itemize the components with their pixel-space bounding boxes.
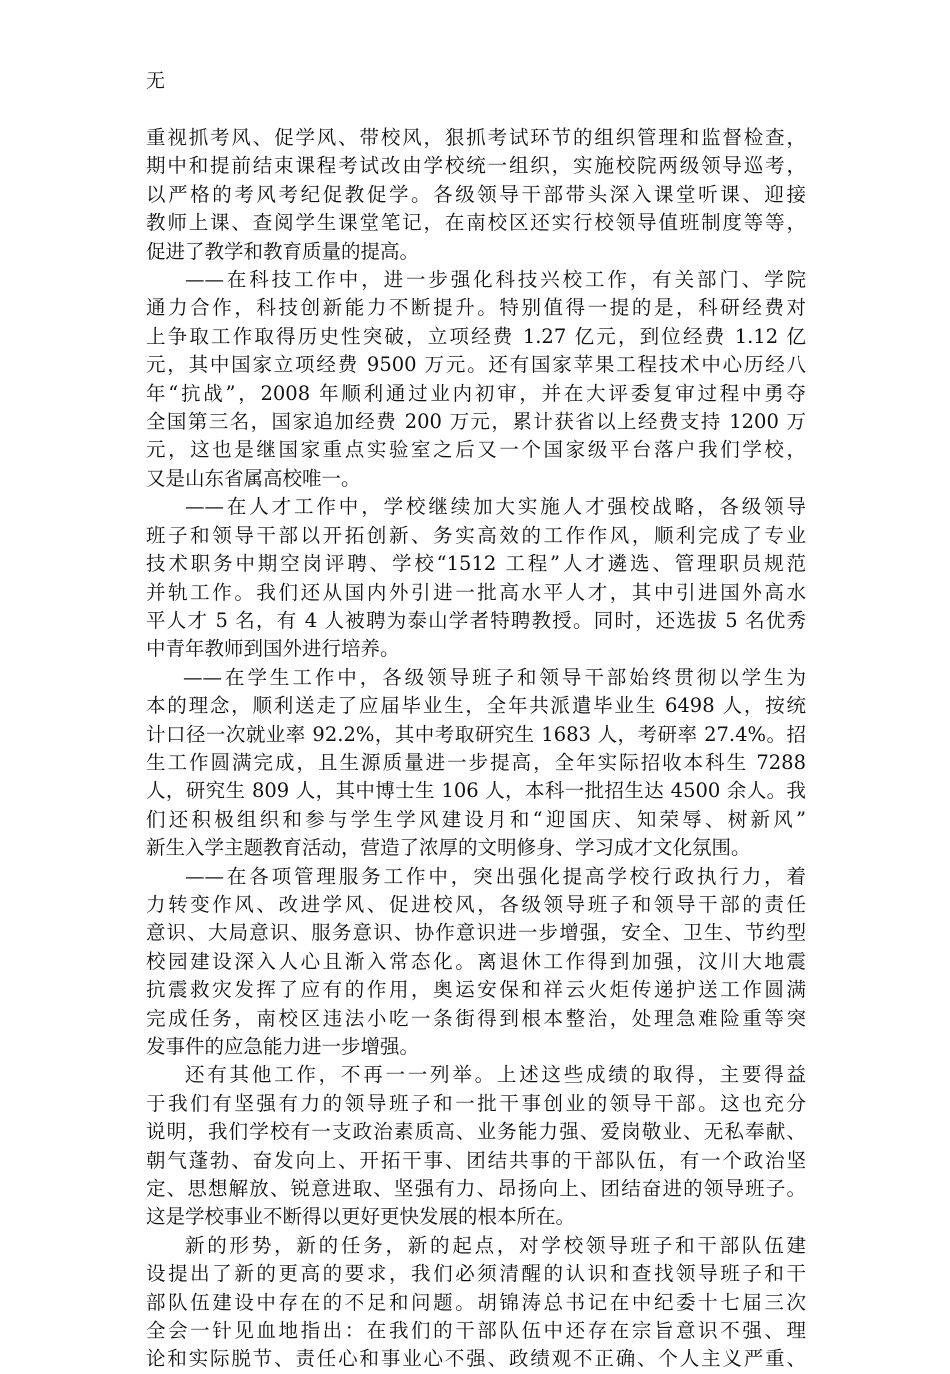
paragraph-teaching bbox=[146, 124, 806, 266]
paragraph-students bbox=[146, 664, 806, 863]
text-line: 教师上课、查阅学生课堂笔记，在南校区还实行校领导值班制度等等， bbox=[146, 211, 806, 235]
text-line: 们还积极组织和参与学生学风建设月和“迎国庆、知荣辱、树新风” bbox=[146, 807, 806, 831]
text-line: 中青年教师到国外进行培养。 bbox=[146, 637, 400, 661]
text-line: ——在各项管理服务工作中，突出强化提高学校行政执行力，着 bbox=[185, 864, 806, 888]
text-line: ——在学生工作中，各级领导班子和领导干部始终贯彻以学生为 bbox=[183, 665, 806, 689]
text-line: 重视抓考风、促学风、带校风，狠抓考试环节的组织管理和监督检查， bbox=[146, 126, 806, 149]
text-line: 上争取工作取得历史性突破，立项经费 1.27 亿元，到位经费 1.12 亿 bbox=[146, 324, 806, 348]
text-line: 本的理念，顺利送走了应届毕业生，全年共派遣毕业生 6498 人，按统 bbox=[146, 694, 806, 718]
text-line: 又是山东省属高校唯一。 bbox=[146, 466, 361, 490]
text-line: 这是学校事业不断得以更好更快发展的根本所在。 bbox=[146, 1205, 576, 1229]
text-line: 计口径一次就业率 92.2%，其中考取研究生 1683 人，考研率 27.4%。招 bbox=[146, 722, 806, 746]
text-line: 说明，我们学校有一支政治素质高、业务能力强、爱岗敬业、无私奉献、 bbox=[146, 1120, 806, 1144]
text-line: 设提出了新的更高的要求，我们必须清醒的认识和查找领导班子和干 bbox=[146, 1262, 806, 1286]
text-line: 技术职务中期空岗评聘、学校“1512 工程”人才遴选、管理职员规范 bbox=[146, 552, 806, 576]
text-line: 期中和提前结束课程考试改由学校统一组织，实施校院两级领导巡考， bbox=[146, 154, 806, 178]
text-line: ——在科技工作中，进一步强化科技兴校工作，有关部门、学院 bbox=[185, 268, 806, 292]
text-line: 发事件的应急能力进一步增强。 bbox=[146, 1035, 420, 1058]
text-line: 人，研究生 809 人，其中博士生 106 人，本科一批招生达 4500 余人。我 bbox=[146, 779, 806, 803]
text-line: 校园建设深入人心且渐入常态化。离退休工作得到加强，汶川大地震 bbox=[146, 949, 806, 973]
text-line: 全国第三名，国家追加经费 200 万元，累计获省以上经费支持 1200 万 bbox=[146, 410, 806, 434]
text-line: 于我们有坚强有力的领导班子和一批干事创业的领导干部。这也充分 bbox=[146, 1091, 806, 1115]
text-line: 并轨工作。我们还从国内外引进一批高水平人才，其中引进国外高水 bbox=[146, 580, 806, 604]
text-line: 论和实际脱节、责任心和事业心不强、政绩观不正确、个人主义严重、 bbox=[146, 1347, 806, 1371]
text-line: 年“抗战”，2008 年顺利通过业内初审，并在大评委复审过程中勇夺 bbox=[146, 381, 806, 405]
text-line: 完成任务，南校区违法小吃一条街得到根本整治，处理急难险重等突 bbox=[146, 1006, 806, 1030]
text-line: 班子和领导干部以开拓创新、务实高效的工作作风，顺利完成了专业 bbox=[146, 523, 806, 547]
text-line: 意识、大局意识、服务意识、协作意识进一步增强，安全、卫生、节约型 bbox=[146, 921, 806, 945]
text-line: 抗震救灾发挥了应有的作用，奥运安保和祥云火炬传递护送工作圆满 bbox=[146, 978, 806, 1002]
text-line: 平人才 5 名，有 4 人被聘为泰山学者特聘教授。同时，还选拔 5 名优秀 bbox=[146, 608, 806, 632]
text-line: 全会一针见血地指出：在我们的干部队伍中还存在宗旨意识不强、理 bbox=[146, 1319, 806, 1343]
text-line: 力转变作风、改进学风、促进校风，各级领导班子和领导干部的责任 bbox=[146, 892, 806, 916]
text-line: 生工作圆满完成，且生源质量进一步提高，全年实际招收本科生 7288 bbox=[146, 750, 806, 774]
paragraph-summary bbox=[146, 1061, 806, 1231]
paragraph-talent bbox=[146, 493, 806, 663]
text-line: 部队伍建设中存在的不足和问题。胡锦涛总书记在中纪委十七届三次 bbox=[146, 1290, 806, 1314]
paragraph-management bbox=[146, 863, 806, 1062]
text-line: 定、思想解放、锐意进取、坚强有力、昂扬向上、团结奋进的领导班子。 bbox=[146, 1177, 806, 1201]
text-line: 通力合作，科技创新能力不断提升。特别值得一提的是，科研经费对 bbox=[146, 296, 806, 320]
paragraph-science bbox=[146, 266, 806, 493]
text-line: 以严格的考风考纪促教促学。各级领导干部带头深入课堂听课、迎接 bbox=[146, 182, 806, 206]
paragraph-new-situation bbox=[146, 1232, 806, 1374]
text-line: 朝气蓬勃、奋发向上、开拓干事、团结共事的干部队伍，有一个政治坚 bbox=[146, 1148, 806, 1172]
page-header: 无 bbox=[146, 70, 166, 92]
text-line: ——在人才工作中，学校继续加大实施人才强校战略，各级领导 bbox=[185, 495, 806, 519]
text-line: 新生入学主题教育活动，营造了浓厚的文明修身、学习成才文化氛围。 bbox=[146, 836, 751, 860]
text-line: 新的形势，新的任务，新的起点，对学校领导班子和干部队伍建 bbox=[185, 1233, 806, 1257]
document-body bbox=[146, 124, 806, 1374]
text-line: 元，其中国家立项经费 9500 万元。还有国家苹果工程技术中心历经八 bbox=[146, 353, 806, 377]
text-line: 促进了教学和教育质量的提高。 bbox=[146, 239, 420, 263]
text-line: 还有其他工作，不再一一列举。上述这些成绩的取得，主要得益 bbox=[185, 1063, 806, 1087]
text-line: 元，这也是继国家重点实验室之后又一个国家级平台落户我们学校， bbox=[146, 438, 806, 462]
